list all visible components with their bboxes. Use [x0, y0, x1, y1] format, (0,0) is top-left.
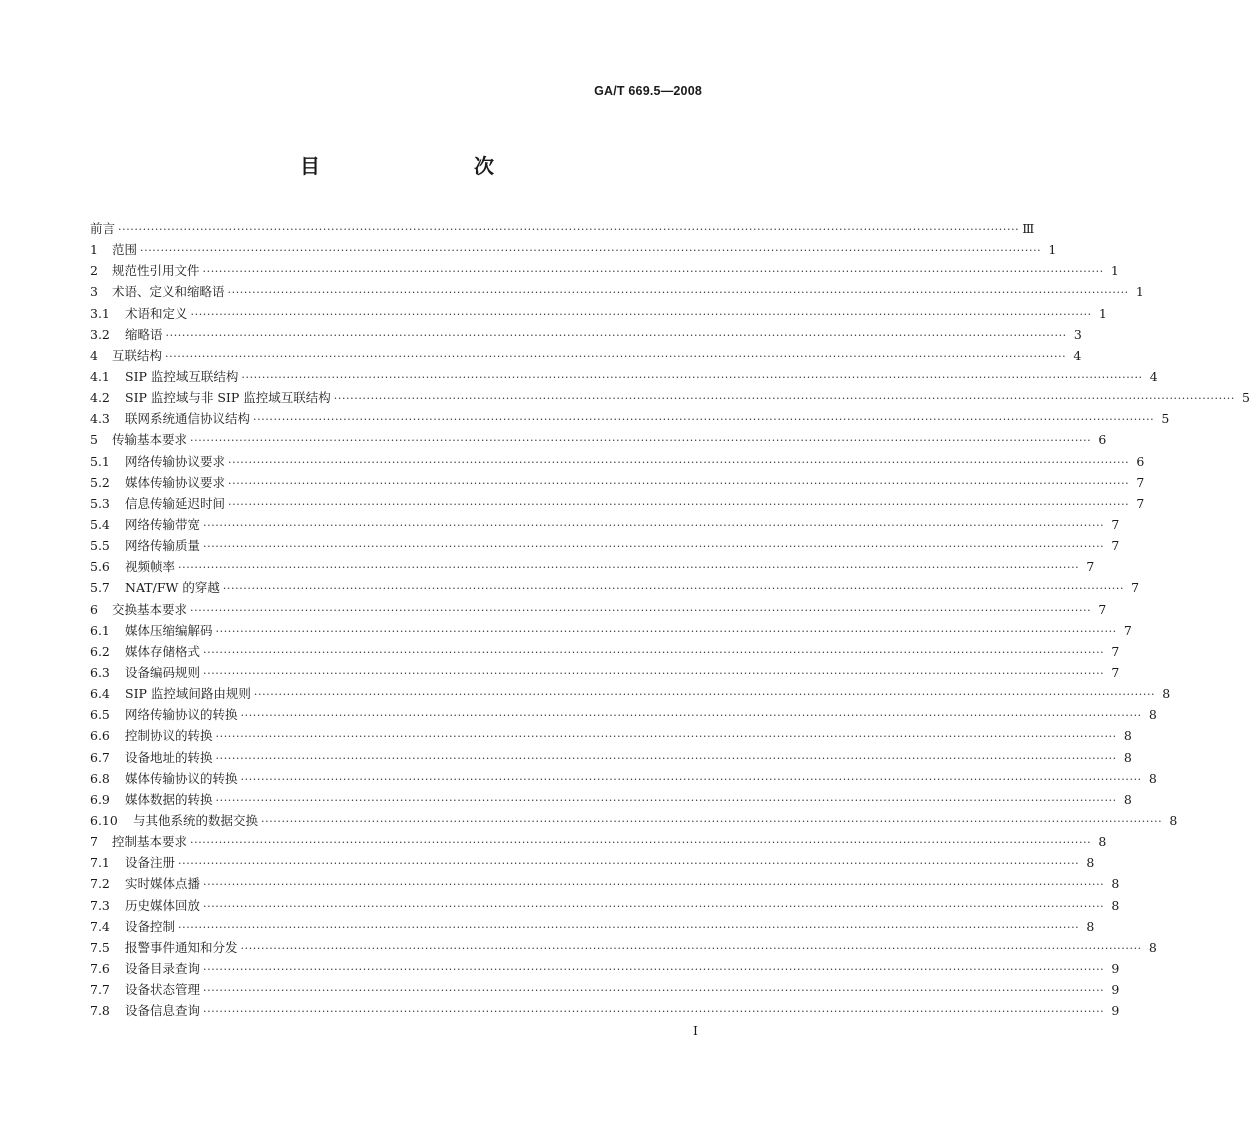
- toc-entry[interactable]: [90, 473, 1145, 494]
- toc-entry-number: 6.9: [90, 791, 110, 807]
- toc-entry-number: 7.5: [90, 939, 110, 955]
- toc-entry-number: 5.7: [90, 580, 110, 596]
- toc-dot-leader: ····························································································································································································································: [178, 920, 1080, 934]
- toc-entry-page: 8: [1148, 707, 1157, 723]
- toc-dot-leader: ····························································································································································································································: [228, 476, 1130, 490]
- toc-entry-number: 6.4: [90, 686, 110, 702]
- toc-entry-number: 5.2: [90, 474, 110, 490]
- toc-entry-number: 4.1: [90, 368, 110, 384]
- toc-entry[interactable]: [90, 452, 1145, 473]
- toc-entry-page: 8: [1111, 876, 1120, 892]
- toc-entry[interactable]: [90, 790, 1132, 811]
- toc-entry-title: 术语、定义和缩略语: [112, 284, 225, 300]
- toc-entry-title: 网络传输质量: [125, 538, 201, 554]
- toc-dot-leader: ····························································································································································································································: [241, 370, 1143, 384]
- toc-entry-number: 7.3: [90, 897, 110, 913]
- toc-entry-page: 1: [1048, 242, 1057, 258]
- toc-entry-number: 6.8: [90, 770, 110, 786]
- toc-entry-page: 1: [1098, 305, 1107, 321]
- toc-dot-leader: ····························································································································································································································: [178, 857, 1080, 871]
- toc-entry-number: 7: [90, 834, 98, 850]
- toc-entry[interactable]: [90, 832, 1107, 853]
- toc-entry-title: NAT/FW 的穿越: [125, 580, 220, 596]
- toc-dot-leader: ····························································································································································································································: [333, 392, 1235, 406]
- toc-entry-number: 6.1: [90, 622, 110, 638]
- toc-entry-title: 联网系统通信协议结构: [125, 411, 251, 427]
- toc-entry[interactable]: [90, 748, 1132, 769]
- toc-entry[interactable]: [90, 853, 1095, 874]
- toc-entry-title: 历史媒体回放: [125, 897, 201, 913]
- toc-entry-title: 规范性引用文件: [112, 263, 200, 279]
- toc-entry-title: 互联结构: [112, 347, 163, 363]
- toc-dot-leader: ····························································································································································································································: [203, 984, 1105, 998]
- toc-entry[interactable]: [90, 515, 1120, 536]
- toc-entry-title: 设备编码规则: [125, 664, 201, 680]
- toc-entry-page: 7: [1136, 495, 1145, 511]
- toc-dot-leader: ····························································································································································································································: [190, 603, 1092, 617]
- toc-entry-title: 前言: [90, 221, 116, 236]
- toc-entry-page: 8: [1123, 749, 1132, 765]
- toc-dot-leader: ····························································································································································································································: [253, 688, 1156, 702]
- toc-entry[interactable]: [90, 261, 1119, 282]
- toc-entry-title: 设备控制: [125, 918, 176, 934]
- toc-entry[interactable]: [90, 917, 1095, 938]
- toc-entry-number: 6: [90, 601, 98, 617]
- toc-entry-page: 8: [1148, 770, 1157, 786]
- toc-entry-title: 传输基本要求: [112, 432, 188, 448]
- toc-dot-leader: ····························································································································································································································: [203, 962, 1105, 976]
- toc-entry-number: 5.3: [90, 495, 110, 511]
- toc-entry[interactable]: [90, 536, 1120, 557]
- toc-entry[interactable]: [90, 325, 1082, 346]
- toc-entry-page: 9: [1111, 982, 1120, 998]
- toc-entry-page: Ⅲ: [1022, 221, 1035, 236]
- toc-dot-leader: ····························································································································································································································: [178, 561, 1080, 575]
- toc-entry-number: 3.1: [90, 305, 110, 321]
- toc-entry-page: 4: [1149, 368, 1158, 384]
- toc-entry-number: 5.1: [90, 453, 110, 469]
- toc-dot-leader: ····························································································································································································································: [165, 349, 1067, 363]
- toc-entry-page: 8: [1123, 791, 1132, 807]
- toc-entry-title: 媒体存储格式: [125, 643, 201, 659]
- toc-entry[interactable]: [90, 726, 1132, 747]
- toc-entry-page: 5: [1161, 411, 1170, 427]
- toc-entry-title: 媒体压缩编解码: [125, 622, 213, 638]
- toc-entry-page: 7: [1111, 516, 1120, 532]
- toc-entry-page: 6: [1136, 453, 1145, 469]
- toc-entry-title: 视频帧率: [125, 559, 176, 575]
- toc-entry-title: 设备状态管理: [125, 982, 201, 998]
- toc-entry[interactable]: [90, 409, 1170, 430]
- toc-dot-leader: ····························································································································································································································: [203, 540, 1105, 554]
- toc-entry-page: 3: [1073, 326, 1082, 342]
- toc-entry-page: 8: [1098, 834, 1107, 850]
- toc-entry-number: 6.10: [90, 812, 118, 828]
- toc-dot-leader: ····························································································································································································································: [203, 666, 1105, 680]
- toc-entry[interactable]: [90, 346, 1082, 367]
- toc-dot-leader: ····························································································································································································································: [203, 645, 1105, 659]
- toc-dot-leader: ····························································································································································································································: [228, 455, 1130, 469]
- toc-entry-page: 9: [1111, 960, 1120, 976]
- toc-entry-number: 6.5: [90, 707, 110, 723]
- toc-dot-leader: ····························································································································································································································: [203, 878, 1105, 892]
- page-number: I: [693, 1023, 698, 1038]
- toc-entry-number: 7.8: [90, 1003, 110, 1019]
- toc-entry-number: 7.6: [90, 960, 110, 976]
- toc-entry-page: 7: [1111, 664, 1120, 680]
- toc-entry-title: 设备目录查询: [125, 960, 201, 976]
- toc-entry-title: SIP 监控域间路由规则: [125, 686, 251, 702]
- table-of-contents: [90, 219, 1250, 1022]
- toc-dot-leader: ····························································································································································································································: [228, 497, 1130, 511]
- toc-entry-title: 控制基本要求: [112, 834, 188, 850]
- toc-entry-number: 1: [90, 242, 98, 258]
- toc-entry[interactable]: [90, 1001, 1120, 1022]
- toc-entry[interactable]: [90, 240, 1057, 261]
- toc-entry[interactable]: [90, 705, 1157, 726]
- toc-entry-title: 与其他系统的数据交换: [133, 812, 259, 828]
- toc-dot-leader: ····························································································································································································································: [240, 772, 1142, 786]
- toc-entry-page: 8: [1169, 812, 1178, 828]
- toc-entry-title: 设备地址的转换: [125, 749, 213, 765]
- toc-dot-leader: ····························································································································································································································: [203, 1005, 1105, 1019]
- toc-dot-leader: ····························································································································································································································: [190, 836, 1092, 850]
- toc-entry-number: 5.5: [90, 538, 110, 554]
- toc-entry-page: 5: [1242, 390, 1250, 406]
- toc-entry-number: 5.4: [90, 516, 110, 532]
- toc-entry-title: 媒体传输协议要求: [125, 474, 226, 490]
- toc-entry-page: 8: [1086, 855, 1095, 871]
- toc-entry[interactable]: [90, 896, 1120, 917]
- toc-entry-page: 7: [1123, 622, 1132, 638]
- toc-dot-leader: ····························································································································································································································: [215, 624, 1117, 638]
- toc-dot-leader: ····························································································································································································································: [215, 730, 1117, 744]
- toc-entry[interactable]: [90, 388, 1250, 409]
- toc-entry-number: 3.2: [90, 326, 110, 342]
- toc-entry-page: 8: [1111, 897, 1120, 913]
- toc-entry-number: 6.7: [90, 749, 110, 765]
- toc-entry-number: 4.3: [90, 411, 110, 427]
- toc-entry-page: 7: [1086, 559, 1095, 575]
- toc-dot-leader: ····························································································································································································································: [203, 899, 1105, 913]
- toc-entry-title: SIP 监控域互联结构: [125, 368, 239, 384]
- toc-entry[interactable]: [90, 367, 1158, 388]
- toc-entry-number: 3: [90, 284, 98, 300]
- toc-entry-title: 术语和定义: [125, 305, 188, 321]
- toc-entry-number: 4.2: [90, 390, 110, 406]
- toc-entry-page: 7: [1111, 538, 1120, 554]
- toc-dot-leader: ····························································································································································································································: [240, 941, 1142, 955]
- toc-entry-title: 媒体数据的转换: [125, 791, 213, 807]
- toc-dot-leader: ····························································································································································································································: [253, 413, 1155, 427]
- toc-dot-leader: ····························································································································································································································: [202, 265, 1104, 279]
- toc-entry-title: 媒体传输协议的转换: [125, 770, 238, 786]
- toc-entry-page: 8: [1148, 939, 1157, 955]
- standard-code: GA/T 669.5—2008: [594, 84, 702, 98]
- page-title: 目 次: [300, 154, 532, 178]
- toc-entry[interactable]: [90, 980, 1120, 1001]
- toc-entry-number: 6.2: [90, 643, 110, 659]
- toc-entry-title: 实时媒体点播: [125, 876, 201, 892]
- toc-entry-title: 网络传输协议要求: [125, 453, 226, 469]
- toc-entry-page: 8: [1086, 918, 1095, 934]
- toc-dot-leader: ····························································································································································································································: [261, 814, 1163, 828]
- toc-entry-page: 7: [1098, 601, 1107, 617]
- toc-entry-page: 7: [1131, 580, 1140, 596]
- toc-entry[interactable]: [90, 684, 1171, 705]
- toc-entry-page: 6: [1098, 432, 1107, 448]
- toc-entry-title: SIP 监控域与非 SIP 监控域互联结构: [125, 390, 331, 406]
- toc-dot-leader: ····························································································································································································································: [203, 518, 1105, 532]
- toc-entry[interactable]: [90, 304, 1107, 325]
- toc-entry-page: 8: [1123, 728, 1132, 744]
- toc-dot-leader: ····························································································································································································································: [190, 307, 1092, 321]
- toc-entry-title: 网络传输协议的转换: [125, 707, 238, 723]
- toc-entry[interactable]: [90, 557, 1095, 578]
- toc-dot-leader: ····························································································································································································································: [165, 328, 1067, 342]
- toc-entry[interactable]: [90, 938, 1157, 959]
- toc-entry-title: 范围: [112, 242, 138, 258]
- toc-entry-page: 7: [1111, 643, 1120, 659]
- toc-entry-title: 报警事件通知和分发: [125, 939, 238, 955]
- toc-entry-number: 7.4: [90, 918, 110, 934]
- toc-entry-page: 1: [1135, 284, 1144, 300]
- toc-entry-title: 设备注册: [125, 855, 176, 871]
- toc-entry-page: 1: [1110, 263, 1119, 279]
- toc-entry[interactable]: [90, 642, 1120, 663]
- toc-entry[interactable]: [90, 494, 1145, 515]
- toc-entry-number: 7.1: [90, 855, 110, 871]
- toc-entry-title: 信息传输延迟时间: [125, 495, 226, 511]
- toc-dot-leader: ····························································································································································································································: [240, 709, 1142, 723]
- toc-dot-leader: ····························································································································································································································: [215, 793, 1117, 807]
- toc-entry-number: 5: [90, 432, 98, 448]
- toc-dot-leader: ····························································································································································································································: [190, 434, 1092, 448]
- toc-entry[interactable]: [90, 959, 1120, 980]
- toc-entry[interactable]: [90, 769, 1157, 790]
- toc-dot-leader: ····························································································································································································································: [118, 223, 1020, 236]
- toc-entry-page: 9: [1111, 1003, 1120, 1019]
- toc-entry[interactable]: [90, 811, 1178, 832]
- toc-entry[interactable]: [90, 663, 1120, 684]
- toc-entry-page: 8: [1162, 686, 1171, 702]
- toc-entry-number: 6.3: [90, 664, 110, 680]
- toc-dot-leader: ····························································································································································································································: [222, 582, 1125, 596]
- toc-entry[interactable]: [90, 600, 1107, 621]
- toc-dot-leader: ····························································································································································································································: [215, 751, 1117, 765]
- toc-entry-number: 4: [90, 347, 98, 363]
- toc-entry-number: 6.6: [90, 728, 110, 744]
- toc-entry[interactable]: [90, 578, 1140, 599]
- toc-entry[interactable]: [90, 282, 1144, 303]
- toc-entry-title: 交换基本要求: [112, 601, 188, 617]
- toc-entry-number: 5.6: [90, 559, 110, 575]
- toc-entry[interactable]: [90, 430, 1107, 451]
- toc-entry-page: 4: [1073, 347, 1082, 363]
- toc-entry-title: 设备信息查询: [125, 1003, 201, 1019]
- toc-entry[interactable]: [90, 874, 1120, 895]
- toc-entry-title: 控制协议的转换: [125, 728, 213, 744]
- toc-entry[interactable]: [90, 621, 1132, 642]
- toc-entry[interactable]: [90, 219, 1035, 240]
- toc-dot-leader: ····························································································································································································································: [227, 286, 1129, 300]
- toc-entry-number: 7.2: [90, 876, 110, 892]
- toc-entry-number: 7.7: [90, 982, 110, 998]
- toc-entry-page: 7: [1136, 474, 1145, 490]
- toc-entry-number: 2: [90, 263, 98, 279]
- toc-dot-leader: ····························································································································································································································: [140, 244, 1042, 258]
- toc-entry-title: 缩略语: [125, 326, 163, 342]
- toc-entry-title: 网络传输带宽: [125, 516, 201, 532]
